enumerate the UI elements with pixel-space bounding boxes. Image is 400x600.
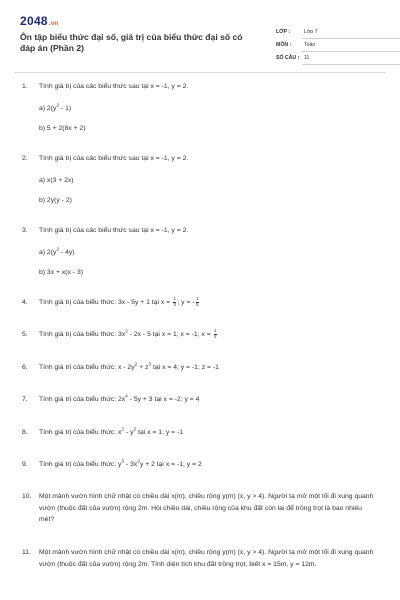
- question-option: b) 3x + x(x - 3): [39, 269, 84, 276]
- fraction: $\frac{1}{5}$: [196, 296, 199, 307]
- question-number: 4.: [22, 299, 28, 306]
- question-number: 2.: [22, 155, 28, 162]
- question-number: 6.: [22, 364, 28, 371]
- question-3: [22, 225, 378, 279]
- question-text: Tính giá trị của các biểu thức sau tại x = -1, y = 2.: [39, 227, 189, 234]
- question-text: Tính giá trị của biểu thức: $x - 2y^2 + z^3$ tại x = 4; y = -1; z = -1: [39, 362, 219, 371]
- question-text: Một mảnh vườn hình chữ nhật có chiều dài x(m), chiều rộng y(m) (x, y > 4). Người ta mở một lối đi xung quanh vườn (thuộc đất của vườn) rộng 2m. Hỏi chiều dài, chiều rộng của khu đất còn lại để trồng trọt là bao nhiêu mét?: [39, 493, 374, 523]
- question-text: Tính giá trị của biểu thức: $2x^4 - 5y + 3$ tại x = -2; y = 4: [39, 394, 200, 403]
- meta-row-subject: [276, 40, 400, 52]
- question-text: Tính giá trị của các biểu thức sau tại x = -1, y = 2.: [39, 155, 189, 162]
- question-text: Tính giá trị của biểu thức: $x^2 - y^2$ tại x = 1; y = -1: [39, 427, 184, 436]
- fraction: $\frac{1}{3}$: [173, 296, 176, 307]
- question-11: [22, 547, 378, 570]
- fraction: $\frac{1}{2}$: [214, 328, 217, 339]
- question-1: [22, 81, 378, 135]
- question-option: b) 2y(y - 2): [39, 197, 72, 204]
- question-number: 3.: [22, 227, 28, 234]
- question-text: Tính giá trị của biểu thức: 3x - 5y + 1 tại x = $\frac{1}{3}$ ; y = - $\frac{1}{5}$: [39, 296, 199, 307]
- header-divider: [14, 72, 386, 73]
- question-9: [22, 459, 378, 471]
- question-text: Tính giá trị của biểu thức: $3x^2 - 2x - 5$ tại x = 1; x = -1; x = $\frac{1}{2}$: [39, 328, 217, 339]
- question-text: Tính giá trị của các biểu thức sau tại x = -1, y = 2.: [39, 83, 189, 90]
- question-5: [22, 329, 378, 341]
- question-text: Tính giá trị của biểu thức: $y^3 - 3x^2y + 2$ tại x = -1; y = 2: [39, 459, 202, 468]
- question-option: a) x(3 + 2x): [39, 176, 74, 184]
- meta-row-question-count: [276, 53, 400, 65]
- question-7: [22, 394, 378, 406]
- meta-row-class: [276, 27, 400, 39]
- meta-value: Toán: [304, 42, 316, 48]
- meta-value: Lớp 7: [304, 29, 318, 35]
- meta-label: MÔN :: [276, 42, 292, 48]
- site-logo[interactable]: 2048.vn: [20, 14, 59, 28]
- meta-label: SỐ CÂU :: [276, 55, 300, 61]
- question-number: 1.: [22, 83, 28, 90]
- question-4: [22, 297, 378, 309]
- question-text: Một mảnh vườn hình chữ nhật có chiều dài x(m), chiều rộng y(m) (x, y > 4). Người ta mở một lối đi xung quanh vườn (thuộc đất của vườn) rộng 2m. Tính diện tích khu đất trồng trọt, biết x = 15m, y = 12m.: [39, 549, 374, 568]
- worksheet-meta: [276, 27, 400, 66]
- meta-label: LỚP :: [276, 29, 291, 35]
- question-6: [22, 362, 378, 374]
- question-option: a) $2(y^2 - 1)$: [39, 103, 72, 112]
- question-10: [22, 491, 378, 526]
- worksheet-header: [20, 14, 385, 66]
- question-number: 5.: [22, 331, 28, 338]
- meta-value: 11: [304, 55, 310, 61]
- question-2: [22, 153, 378, 207]
- question-number: 11.: [22, 549, 31, 556]
- question-8: [22, 427, 378, 439]
- question-number: 7.: [22, 396, 28, 403]
- question-option: b) 5 + 2(8x + 2): [39, 125, 86, 132]
- question-number: 10.: [22, 493, 32, 500]
- question-option: a) $2(y^2 - 4y)$: [39, 247, 75, 256]
- question-number: 9.: [22, 461, 28, 468]
- question-number: 8.: [22, 429, 28, 436]
- worksheet-title: Ôn tập biểu thức đại số, giá trị của biểu thức đại số có đáp án (Phần 2): [20, 32, 243, 53]
